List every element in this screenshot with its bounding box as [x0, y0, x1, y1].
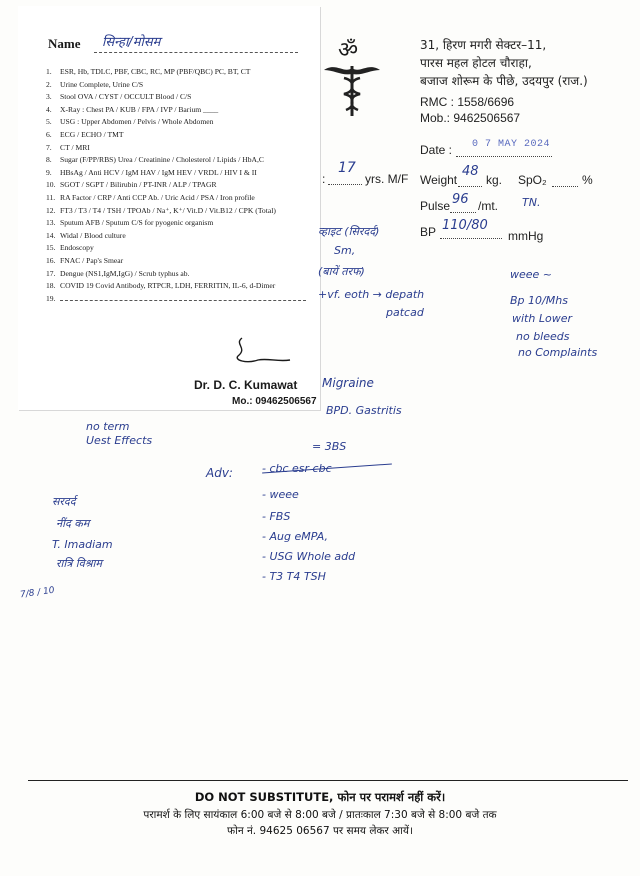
- test-item: [46, 129, 316, 142]
- footer-line-3: फोन नं. 94625 06567 पर समय लेकर आयें।: [227, 825, 413, 837]
- note-weee: weee ~: [510, 268, 553, 281]
- test-text: CT / MRI: [60, 142, 90, 152]
- test-text: Stool OVA / CYST / OCCULT Blood / C/S: [60, 92, 192, 102]
- om-symbol: ॐ: [338, 38, 359, 63]
- test-text: Sputum AFB / Sputum C/S for pyogenic organism: [60, 218, 214, 228]
- note-no-complaints: no Complaints: [518, 346, 598, 359]
- bp-unit: mmHg: [508, 229, 544, 243]
- test-number: 9.: [46, 167, 52, 177]
- test-number: 1.: [46, 67, 52, 76]
- rmc-number: RMC : 1558/6696: [420, 95, 515, 109]
- patient-name: सिन्हा/मोसम: [102, 35, 161, 50]
- test-number: 2.: [46, 79, 52, 89]
- test-item: [46, 280, 316, 293]
- test-number: 4.: [46, 104, 52, 114]
- doctor-signature: [228, 334, 298, 368]
- test-slip: [18, 6, 320, 410]
- note-rx-3: T. Imadiam: [52, 538, 113, 551]
- name-label: Name: [48, 36, 81, 51]
- test-item: [46, 255, 316, 268]
- doctor-name: Dr. D. C. Kumawat: [194, 378, 298, 392]
- test-text: Widal / Blood culture: [60, 230, 126, 240]
- address-line-1: 31, हिरण मगरी सेक्टर–11,: [420, 38, 547, 52]
- spo2-field: [552, 174, 578, 187]
- note-history: +vf. eoth → depath: [318, 288, 425, 301]
- blank-line: [60, 300, 306, 301]
- pulse-field: [450, 200, 476, 213]
- note-side: (बायें तरफ): [318, 265, 365, 278]
- note-bp-history: Bp 10/Mhs: [510, 294, 568, 307]
- pulse-label: Pulse: [420, 199, 451, 213]
- test-number: 18.: [46, 281, 56, 291]
- test-text: FT3 / T3 / T4 / TSH / TPOAb / Na⁺, K⁺/ Vit.D / Vit.B12 / CPK (Total): [60, 205, 276, 215]
- weight-value: 48: [462, 164, 479, 179]
- test-text: Endoscopy: [60, 243, 94, 253]
- note-with-lower: with Lower: [512, 312, 572, 325]
- spo2-unit: %: [582, 173, 593, 187]
- bp-field: [440, 226, 502, 239]
- test-item: [46, 142, 316, 155]
- address-line-2: पारस महल होटल चौराहा,: [420, 56, 532, 70]
- test-text: COVID 19 Covid Antibody, RTPCR, LDH, FERRITIN, IL-6, d-Dimer: [60, 281, 276, 291]
- bp-value: 110/80: [442, 218, 488, 233]
- mobile-number: Mob.: 9462506567: [420, 111, 521, 125]
- note-adv-thyroid: - T3 T4 TSH: [262, 570, 326, 583]
- test-number: 11.: [46, 192, 56, 202]
- note-gastritis: BPD. Gastritis: [326, 404, 402, 417]
- test-item: [46, 179, 316, 192]
- test-number: 15.: [46, 243, 56, 253]
- test-number: 12.: [46, 205, 56, 215]
- test-text: RA Factor / CRP / Anti CCP Ab. / Uric Acid / PSA / Iron profile: [60, 192, 255, 202]
- test-text: HBsAg / Anti HCV / IgM HAV / IgM HEV / VRDL / HIV I & II: [60, 167, 257, 177]
- test-item: [46, 192, 316, 205]
- test-item: [46, 154, 316, 167]
- test-item: [46, 167, 316, 180]
- pulse-unit: /mt.: [478, 199, 498, 213]
- note-followup: 7/8 / 10: [19, 585, 56, 601]
- pulse-value: 96: [452, 192, 469, 207]
- test-text: SGOT / SGPT / Bilirubin / PT-INR / ALP / TPAGR: [60, 180, 217, 190]
- test-text: X-Ray : Chest PA / KUB / FPA / IVP / Barium ____: [60, 104, 219, 114]
- test-text: Urine Complete, Urine C/S: [60, 79, 144, 89]
- test-item: [46, 230, 316, 243]
- test-number: 5.: [46, 117, 52, 127]
- note-no-bleeds: no bleeds: [516, 330, 570, 343]
- weight-unit: kg.: [486, 173, 503, 187]
- test-item: [46, 205, 316, 218]
- test-item: [46, 91, 316, 104]
- test-number: 17.: [46, 268, 56, 278]
- age-field: [328, 172, 362, 185]
- test-number: 10.: [46, 180, 56, 190]
- test-number: 3.: [46, 92, 52, 102]
- note-adv-fbs: - FBS: [262, 510, 291, 523]
- name-underline: [94, 52, 298, 53]
- pulse-note: TN.: [522, 196, 541, 209]
- footer-line-1: DO NOT SUBSTITUTE, फोन पर परामर्श नहीं करें।: [194, 790, 446, 804]
- test-text: ECG / ECHO / TMT: [60, 129, 124, 139]
- age-suffix: yrs. M/F: [365, 172, 409, 186]
- note-side-effects: Uest Effects: [86, 434, 153, 447]
- note-patcad: patcad: [386, 306, 424, 319]
- note-rx-4: रात्रि विश्राम: [56, 557, 102, 570]
- test-text: Sugar (F/PP/RBS) Urea / Creatinine / Cholesterol / Lipids / HbA,C: [60, 155, 264, 165]
- test-item: [46, 79, 316, 92]
- age-colon: :: [322, 172, 326, 186]
- footer-divider: [28, 780, 628, 781]
- spo2-label: SpO₂: [518, 173, 547, 187]
- test-number: 8.: [46, 155, 52, 165]
- test-number: 13.: [46, 218, 56, 228]
- test-number: 14.: [46, 230, 56, 240]
- note-rx-1: सरदर्द: [52, 495, 76, 508]
- note-complaint: व्हाइट (सिरदर्द): [318, 225, 380, 238]
- test-item: [46, 116, 316, 129]
- note-adv-weee: - weee: [262, 488, 299, 501]
- test-item: [46, 242, 316, 255]
- test-item: [46, 66, 316, 79]
- note-advice-label: Adv:: [206, 466, 233, 480]
- note-adv-empa: - Aug eMPA,: [262, 530, 329, 543]
- date-label: Date :: [420, 143, 453, 157]
- test-item: [46, 268, 316, 281]
- note-adv-cbc: - cbc esr cbc: [262, 462, 332, 475]
- test-text: USG : Upper Abdomen / Pelvis / Whole Abdomen: [60, 117, 214, 127]
- note-migraine: Migraine: [322, 376, 374, 390]
- note-no-term: no term: [86, 420, 130, 433]
- test-text: Dengue (NS1,IgM,IgG) / Scrub typhus ab.: [60, 268, 190, 278]
- test-text: ESR, Hb, TDLC, PBF, CBC, RC, MP (PBF/QBC) PC, BT, CT: [60, 67, 251, 76]
- age-value: 17: [338, 160, 356, 176]
- test-text: FNAC / Pap's Smear: [60, 255, 124, 265]
- test-list: [46, 66, 316, 305]
- weight-field: [458, 174, 482, 187]
- test-number: 6.: [46, 129, 52, 139]
- note-3bs: = 3BS: [312, 440, 347, 453]
- caduceus-logo: [322, 34, 382, 116]
- test-item: [46, 104, 316, 117]
- doctor-mobile: Mo.: 09462506567: [232, 396, 317, 407]
- test-item: [46, 293, 316, 306]
- test-number: 19.: [46, 293, 56, 303]
- note-rx-2: नींद कम: [56, 517, 90, 530]
- footer-line-2: परामर्श के लिए सायंकाल 6:00 बजे से 8:00 बजे / प्रातःकाल 7:30 बजे से 8:00 बजे तक: [143, 809, 497, 821]
- weight-label: Weight: [420, 173, 458, 187]
- test-item: [46, 217, 316, 230]
- note-adv-usg: - USG Whole add: [262, 550, 356, 563]
- note-sm: Sm,: [334, 244, 356, 257]
- test-number: 16.: [46, 255, 56, 265]
- date-stamp: 0 7 MAY 2024: [472, 139, 551, 150]
- address-line-3: बजाज शोरूम के पीछे, उदयपुर (राज.): [420, 74, 588, 88]
- bp-label: BP: [420, 225, 437, 239]
- test-number: 7.: [46, 142, 52, 152]
